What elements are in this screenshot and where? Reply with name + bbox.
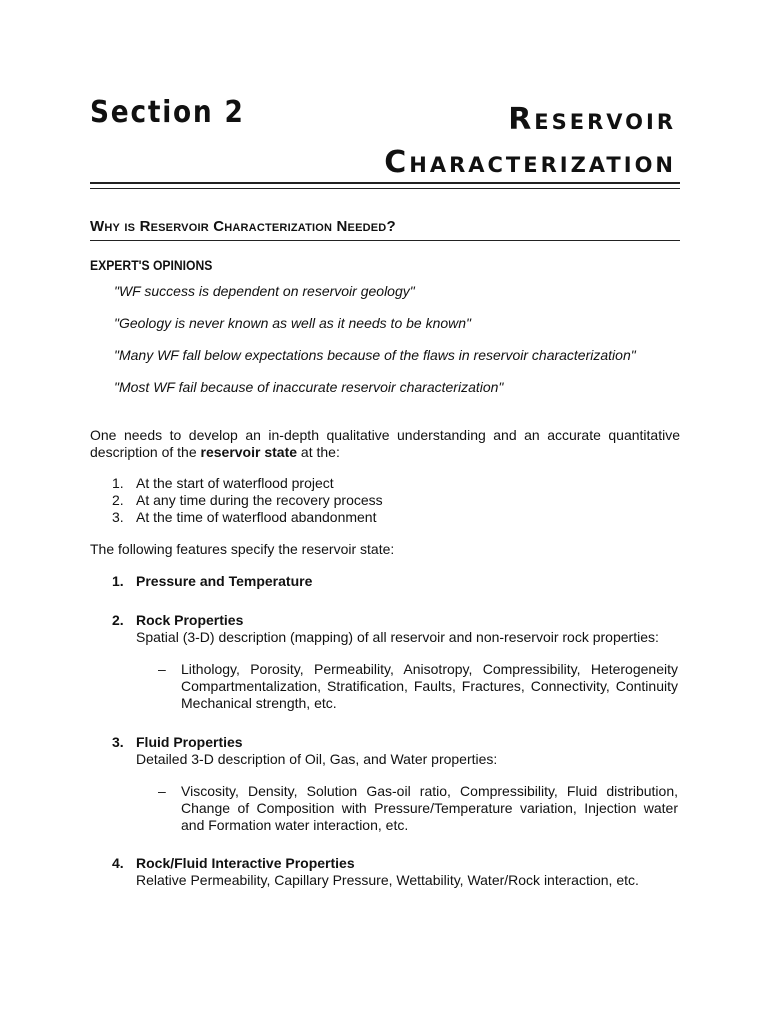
stage-number: 1. [112, 475, 124, 491]
section-title [384, 98, 676, 184]
section-number: Section 2 [90, 95, 245, 130]
subheading: Why is Reservoir Characterization Needed? [90, 218, 396, 235]
feature-2-heading [112, 612, 243, 628]
subheading-divider [90, 240, 680, 241]
feature-title: Rock Properties [136, 612, 244, 628]
section-title-line1: Reservoir [508, 102, 676, 137]
feature-3-description: Detailed 3-D description of Oil, Gas, and Water properties: [136, 751, 498, 767]
feature-3-items: Viscosity, Density, Solution Gas-oil ratio, Compressibility, Fluid distribution, Change of Composition with Pressure/Temperature variation, Injection water and Formation water interaction, etc. [181, 783, 678, 833]
intro-text-before: One needs to develop an in-depth qualitative understanding and an accurate quantitative description of the [90, 427, 680, 460]
experts-label: EXPERT'S OPINIONS [90, 258, 213, 273]
feature-1-heading [112, 573, 312, 589]
document-page [90, 0, 680, 1024]
section-title-line2: Characterization [384, 145, 676, 180]
stage-item-1 [112, 475, 334, 491]
stage-item-3 [112, 509, 376, 525]
feature-title: Fluid Properties [136, 734, 243, 750]
feature-number: 1. [112, 573, 124, 589]
intro-bold: reservoir state [200, 444, 298, 460]
feature-title: Rock/Fluid Interactive Properties [136, 855, 355, 871]
stage-text: At the start of waterflood project [136, 475, 334, 491]
feature-number: 2. [112, 612, 124, 628]
stage-item-2 [112, 492, 383, 508]
feature-2-description: Spatial (3-D) description (mapping) of all reservoir and non-reservoir rock properties: [136, 629, 659, 645]
intro-paragraph [90, 427, 680, 461]
stage-text: At any time during the recovery process [136, 492, 383, 508]
quote-2: "Geology is never known as well as it needs to be known" [114, 315, 472, 331]
stage-number: 2. [112, 492, 124, 508]
feature-4-description: Relative Permeability, Capillary Pressure, Wettability, Water/Rock interaction, etc. [136, 872, 639, 888]
stage-number: 3. [112, 509, 124, 525]
feature-number: 3. [112, 734, 124, 750]
dash-bullet: – [158, 661, 166, 677]
feature-4-heading [112, 855, 355, 871]
header-divider-thick [90, 182, 680, 184]
quote-3: "Many WF fall below expectations because of the flaws in reservoir characterization" [114, 347, 636, 363]
intro-text-after: at the: [297, 444, 340, 460]
features-intro: The following features specify the reservoir state: [90, 541, 395, 557]
feature-number: 4. [112, 855, 124, 871]
quote-4: "Most WF fail because of inaccurate reservoir characterization" [114, 379, 504, 395]
stage-text: At the time of waterflood abandonment [136, 509, 377, 525]
quote-1: "WF success is dependent on reservoir geology" [114, 283, 415, 299]
header-divider-thin [90, 188, 680, 189]
dash-bullet: – [158, 783, 166, 799]
feature-3-heading [112, 734, 243, 750]
feature-title: Pressure and Temperature [136, 573, 313, 589]
feature-2-items: Lithology, Porosity, Permeability, Anisotropy, Compressibility, Heterogeneity Compartmentalization, Stratification, Faults, Fractures, Connectivity, Continuity Mechanical strength, etc. [181, 661, 678, 711]
